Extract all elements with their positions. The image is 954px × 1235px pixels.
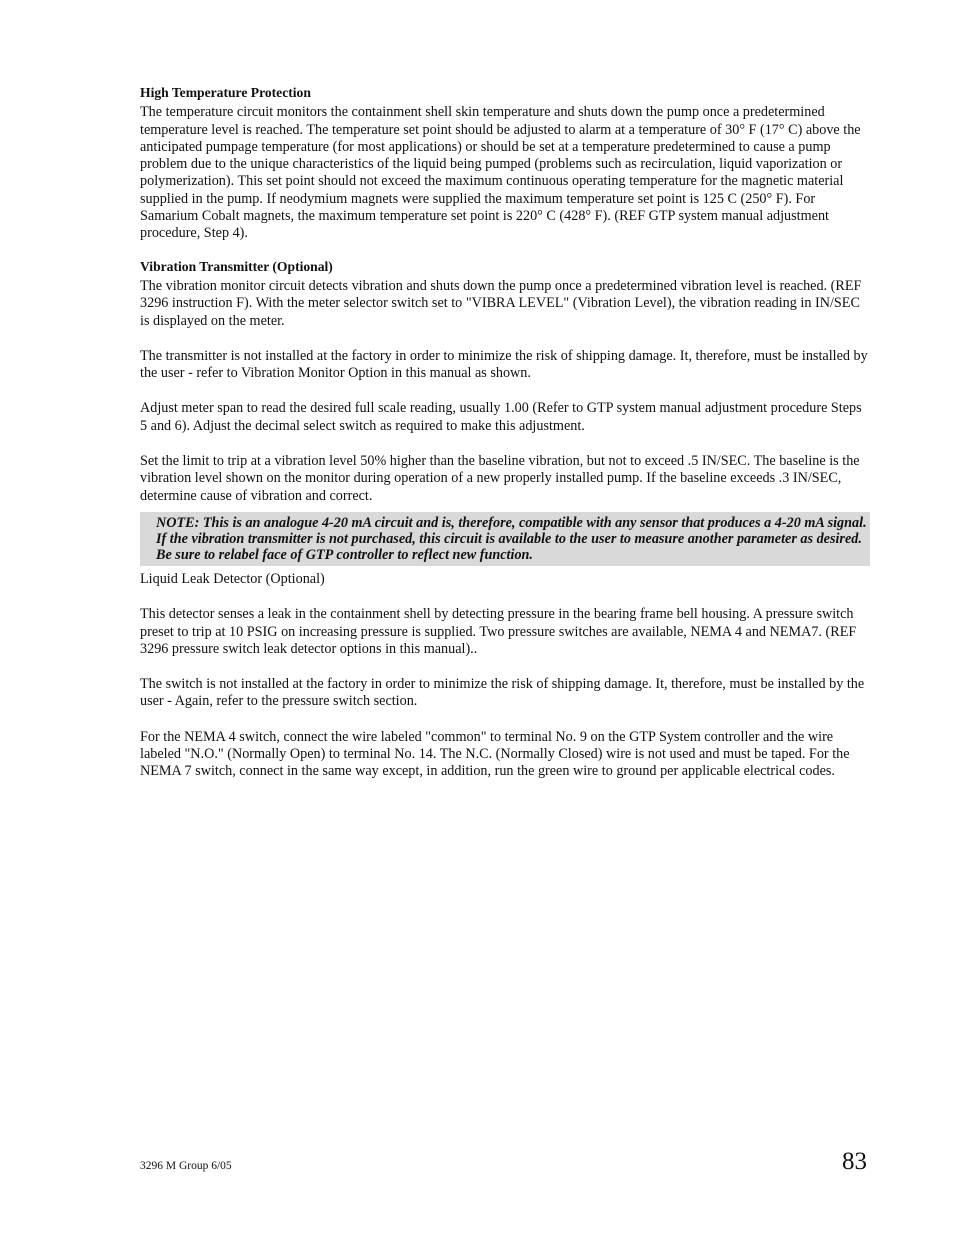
leak-paragraph-2: The switch is not installed at the factory in order to minimize the risk of shipping damage. It, therefore, must be installed by the user - Again, refer to the pressure switch section. (140, 676, 865, 710)
vibration-paragraph-2: The transmitter is not installed at the factory in order to minimize the risk of shipping damage. It, therefore, must be installed by the user - refer to Vibration Monitor Option in this manual as shown. (140, 347, 868, 382)
high-temp-paragraph: The temperature circuit monitors the containment shell skin temperature and shuts down the pump once a predetermined temperature level is reached. The temperature set point should be adjusted to alarm at a temperature of 30° F (17° C) above the anticipated pumpage temperature (for most applications) or should be set at a temperature predetermined to cause a pump problem due to the unique characteristics of the liquid being pumped (problems such as recirculation, liquid vaporization or polymerization). This set point should not exceed the maximum continuous operating temperature for the magnetic material supplied in the pump. If neodymium magnets were supplied the maximum temperature set point is 125 C (250° F). For Samarium Cobalt magnets, the maximum temperature set point is 220° C (428° F). (REF GTP system manual adjustment procedure, Step 4). (140, 104, 861, 242)
leak-paragraph-3: For the NEMA 4 switch, connect the wire labeled "common" to terminal No. 9 on the GTP System controller and the wire labeled "N.O." (Normally Open) to terminal No. 14. The N.C. (Normally Closed) wire is not used and must be taped. For the NEMA 7 switch, connect in the same way except, in addition, run the green wire to ground per applicable electrical codes. (140, 728, 850, 780)
leak-heading: Liquid Leak Detector (Optional) (140, 570, 325, 587)
page-number: 83 (842, 1148, 867, 1175)
page-content (140, 84, 870, 781)
vibration-paragraph-4: Set the limit to trip at a vibration level 50% higher than the baseline vibration, but not to exceed .5 IN/SEC. The baseline is the vibration level shown on the monitor during operation of a new properly installed pump. If the baseline exceeds .3 IN/SEC, determine cause of vibration and correct. (140, 453, 860, 504)
vibration-heading: Vibration Transmitter (Optional) (140, 258, 333, 274)
high-temp-heading: High Temperature Protection (140, 85, 311, 100)
vibration-paragraph-3: Adjust meter span to read the desired full scale reading, usually 1.00 (Refer to GTP system manual adjustment procedure Steps 5 and 6). Adjust the decimal select switch as required to make this adjustment. (140, 400, 862, 434)
note-box: NOTE: This is an analogue 4-20 mA circuit and is, therefore, compatible with any sensor that produces a 4-20 mA signal. If the vibration transmitter is not purchased, this circuit is available to the user to measure another parameter as desired. Be sure to relabel face of GTP controller to reflect new function. (140, 512, 870, 566)
vibration-paragraph-1: The vibration monitor circuit detects vibration and shuts down the pump once a predetermined vibration level is reached. (REF 3296 instruction F). With the meter selector switch set to "VIBRA LEVEL" (Vibration Level), the vibration reading in IN/SEC is displayed on the meter. (140, 277, 862, 329)
leak-paragraph-1: This detector senses a leak in the containment shell by detecting pressure in the bearing frame bell housing. A pressure switch preset to trip at 10 PSIG on increasing pressure is supplied. Two pressure switches are available, NEMA 4 and NEMA7. (REF 3296 pressure switch leak detector options in this manual).. (140, 606, 857, 657)
footer-doc-id: 3296 M Group 6/05 (140, 1160, 232, 1172)
